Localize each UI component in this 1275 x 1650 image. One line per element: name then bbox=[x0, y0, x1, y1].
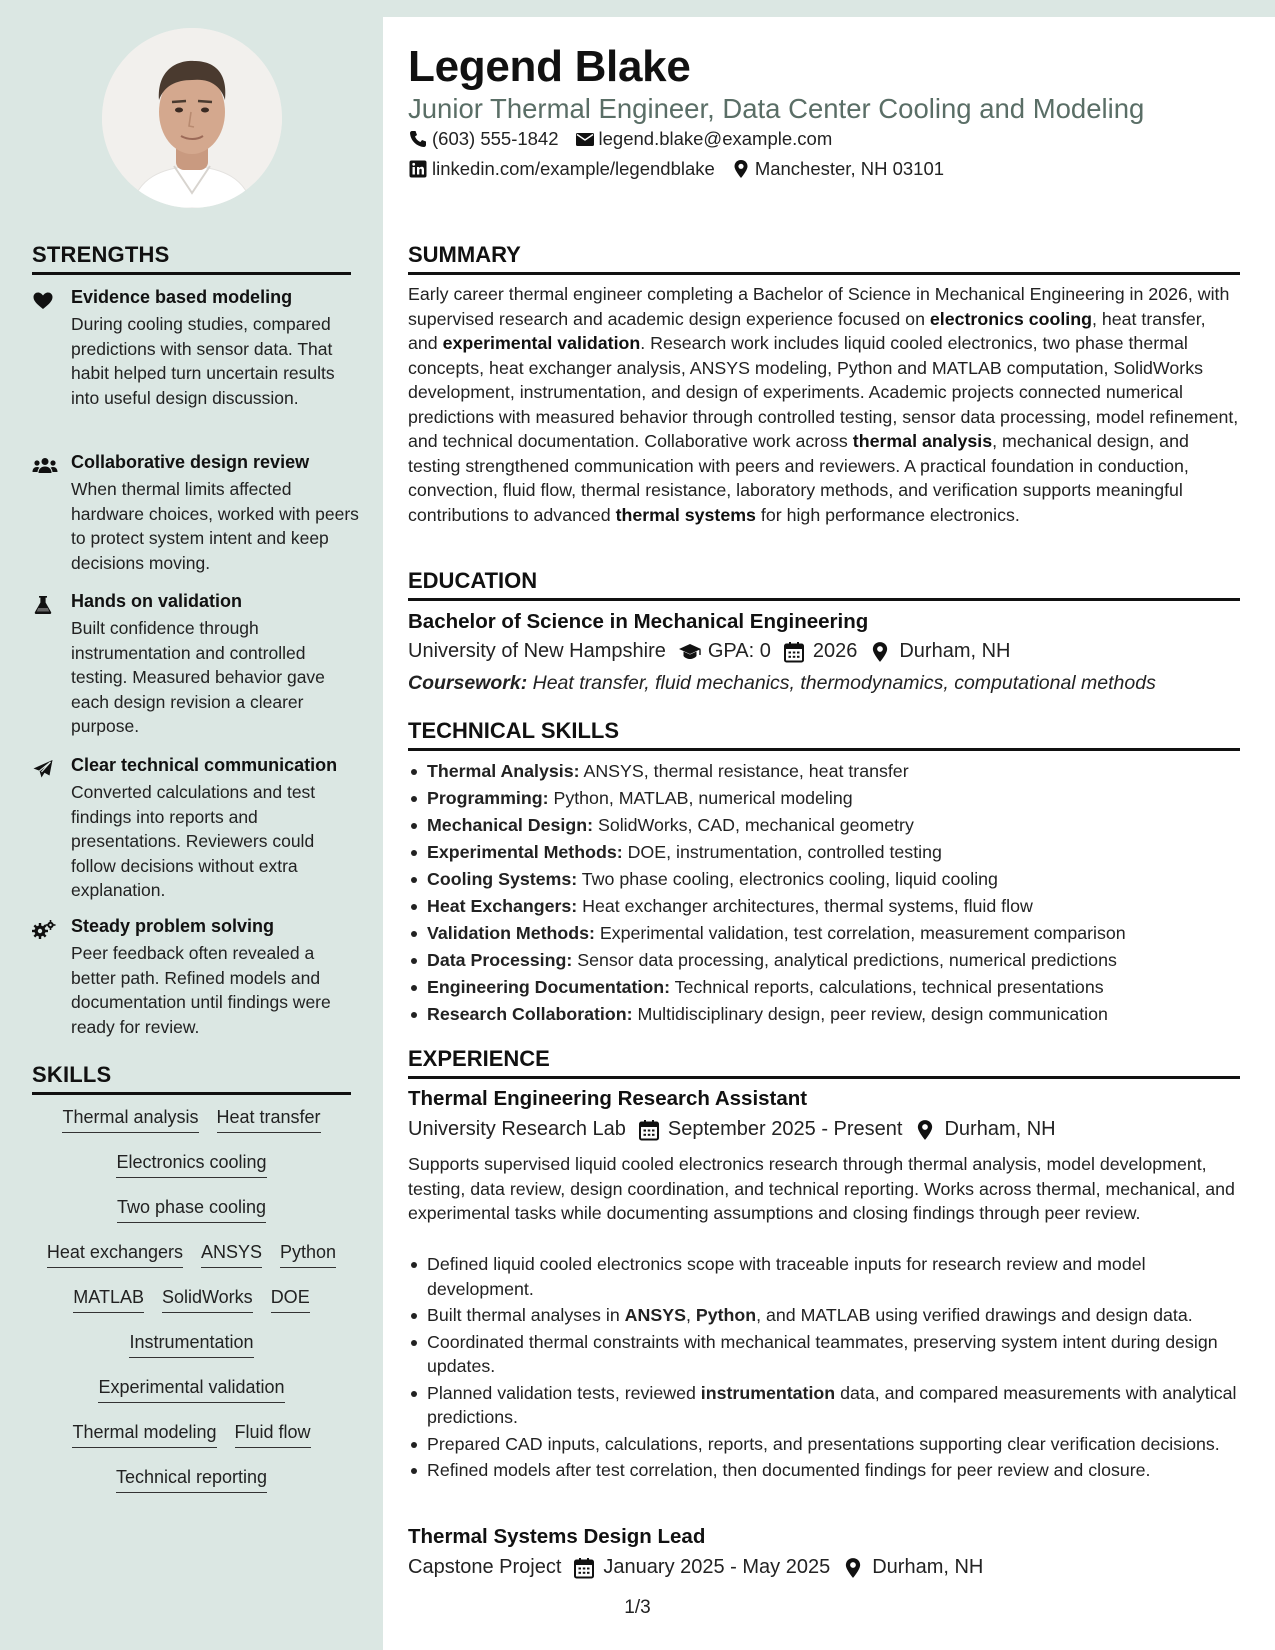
job-title: Thermal Systems Design Lead bbox=[408, 1525, 706, 1548]
technical-skills-heading: TECHNICAL SKILLS bbox=[408, 718, 1240, 751]
strengths-heading: STRENGTHS bbox=[32, 242, 351, 275]
experience-heading: EXPERIENCE bbox=[408, 1046, 1240, 1079]
skill-row bbox=[32, 1106, 351, 1151]
envelope-icon bbox=[575, 129, 595, 149]
skill-chip: Electronics cooling bbox=[116, 1151, 266, 1178]
heart-icon bbox=[32, 291, 58, 311]
text-run: , bbox=[685, 1305, 696, 1325]
technical-skill-item bbox=[408, 1002, 1240, 1027]
graduation-cap-icon bbox=[678, 641, 700, 663]
calendar-icon bbox=[573, 1557, 595, 1579]
skill-row bbox=[32, 1196, 351, 1241]
bold-text: ANSYS bbox=[624, 1305, 686, 1325]
skill-category: Programming: bbox=[427, 788, 549, 808]
job-meta bbox=[408, 1118, 1056, 1141]
skills-list bbox=[32, 1106, 351, 1511]
skill-values: Two phase cooling, electronics cooling, liquid cooling bbox=[577, 869, 998, 889]
strength-title: Clear technical communication bbox=[71, 755, 338, 775]
skill-values: DOE, instrumentation, controlled testing bbox=[622, 842, 942, 862]
job-bullet bbox=[408, 1458, 1240, 1483]
skill-chip: Fluid flow bbox=[235, 1421, 311, 1448]
skill-category: Research Collaboration: bbox=[427, 1004, 633, 1024]
strength-title: Collaborative design review bbox=[71, 452, 310, 472]
text-run: Built thermal analyses in bbox=[427, 1305, 625, 1325]
skill-category: Thermal Analysis: bbox=[427, 761, 580, 781]
text-run: , heat transfer, and bbox=[408, 308, 1206, 353]
skill-values: Multidisciplinary design, peer review, design communication bbox=[632, 1004, 1108, 1024]
graduation-year: 2026 bbox=[812, 640, 858, 662]
skill-row bbox=[32, 1421, 351, 1466]
bold-text: instrumentation bbox=[700, 1382, 836, 1403]
skill-category: Engineering Documentation: bbox=[427, 977, 671, 997]
skill-category: Heat Exchangers: bbox=[427, 896, 578, 916]
text-run: Defined liquid cooled electronics scope with traceable inputs for research review and model development. bbox=[427, 1254, 1146, 1299]
skill-category: Data Processing: bbox=[427, 950, 573, 970]
skill-chip: Experimental validation bbox=[98, 1376, 284, 1403]
top-band bbox=[0, 0, 1275, 17]
text-run: data, and compared measurements with analytical predictions. bbox=[427, 1382, 1237, 1427]
technical-skills-list bbox=[408, 759, 1240, 1029]
calendar-icon bbox=[783, 641, 805, 663]
skill-row bbox=[32, 1376, 351, 1421]
skill-row bbox=[32, 1466, 351, 1511]
map-pin-icon bbox=[869, 641, 891, 663]
gears-icon bbox=[32, 920, 58, 940]
strength-text: When thermal limits affected hardware choices, worked with peers to protect system intent and keep decisions moving. bbox=[71, 479, 359, 573]
strength-text: During cooling studies, compared predictions with sensor data. That habit helped turn uncertain results into useful design discussion. bbox=[71, 314, 335, 408]
school-name: University of New Hampshire bbox=[408, 640, 666, 662]
strength-title: Hands on validation bbox=[71, 591, 243, 611]
education-location: Durham, NH bbox=[899, 640, 1011, 662]
job-org: Capstone Project bbox=[408, 1556, 562, 1578]
skill-row bbox=[32, 1241, 351, 1286]
education-heading: EDUCATION bbox=[408, 568, 1240, 601]
map-pin-icon bbox=[914, 1119, 936, 1141]
degree-title: Bachelor of Science in Mechanical Engineering bbox=[408, 610, 869, 633]
page-number: 1/3 bbox=[624, 1597, 651, 1618]
candidate-name: Legend Blake bbox=[408, 42, 691, 91]
skill-row bbox=[32, 1331, 351, 1376]
skills-heading: SKILLS bbox=[32, 1062, 351, 1095]
skill-values: Experimental validation, test correlation, measurement comparison bbox=[594, 923, 1126, 943]
job-bullets bbox=[408, 1252, 1240, 1485]
email-link[interactable]: legend.blake@example.com bbox=[598, 128, 833, 149]
profile-photo bbox=[102, 28, 282, 208]
text-run: Planned validation tests, reviewed bbox=[427, 1382, 701, 1403]
contact-row-1 bbox=[408, 128, 832, 150]
paper-plane-icon bbox=[32, 759, 58, 779]
summary-text bbox=[408, 282, 1240, 527]
bold-text: thermal systems bbox=[615, 504, 756, 525]
technical-skill-item bbox=[408, 759, 1240, 784]
skill-values: Sensor data processing, analytical predictions, numerical predictions bbox=[572, 950, 1117, 970]
technical-skill-item bbox=[408, 948, 1240, 973]
phone-number[interactable]: (603) 555-1842 bbox=[432, 128, 559, 149]
skill-chip: Heat exchangers bbox=[47, 1241, 183, 1268]
phone-icon bbox=[408, 129, 428, 149]
skill-chip: Python bbox=[280, 1241, 336, 1268]
skill-category: Experimental Methods: bbox=[427, 842, 623, 862]
technical-skill-item bbox=[408, 867, 1240, 892]
technical-skill-item bbox=[408, 894, 1240, 919]
text-run: . Research work includes liquid cooled electronics, two phase thermal concepts, heat exchanger analysis, ANSYS modeling, Python and MATLAB computation, SolidWorks development, instrumentation, and design of experiments. Academic projects connected numerical predictions with measured behavior through controlled testing, sensor data processing, model refinement, and technical documentation. Collaborative work across bbox=[408, 333, 1239, 451]
job-dates: January 2025 - May 2025 bbox=[603, 1556, 831, 1578]
skill-chip: Heat transfer bbox=[217, 1106, 321, 1133]
skill-chip: SolidWorks bbox=[162, 1286, 253, 1313]
linkedin-link[interactable]: linkedin.com/example/legendblake bbox=[432, 158, 715, 179]
contact-row-2 bbox=[408, 158, 944, 180]
text-run: Coordinated thermal constraints with mechanical teammates, preserving system intent during design updates. bbox=[427, 1331, 1218, 1376]
job-bullet bbox=[408, 1252, 1240, 1301]
skill-chip: Thermal modeling bbox=[72, 1421, 216, 1448]
technical-skill-item bbox=[408, 786, 1240, 811]
skill-values: ANSYS, thermal resistance, heat transfer bbox=[579, 761, 909, 781]
technical-skill-item bbox=[408, 921, 1240, 946]
skill-row bbox=[32, 1286, 351, 1331]
text-run: Early career thermal engineer completing a Bachelor of Science in Mechanical Engineering in 2026, with supervised research and academic design experience focused on bbox=[408, 284, 1230, 329]
candidate-role: Junior Thermal Engineer, Data Center Cooling and Modeling bbox=[408, 93, 1145, 124]
text-run: for high performance electronics. bbox=[755, 504, 1020, 525]
job-title: Thermal Engineering Research Assistant bbox=[408, 1087, 808, 1110]
coursework-text: Heat transfer, fluid mechanics, thermodynamics, computational methods bbox=[532, 672, 1156, 694]
flask-icon bbox=[32, 595, 58, 615]
bold-text: experimental validation bbox=[442, 333, 641, 353]
job-description: Supports supervised liquid cooled electronics research through thermal analysis, model development, testing, data review, design coordination, and technical reporting. Works across thermal, mechanical, and experimental tasks while documenting assumptions and closing findings through peer review. bbox=[408, 1154, 1235, 1223]
skill-chip: DOE bbox=[271, 1286, 310, 1313]
location-text: Manchester, NH 03101 bbox=[754, 158, 945, 179]
skill-chip: Technical reporting bbox=[116, 1466, 267, 1493]
education-meta bbox=[408, 640, 1011, 663]
map-pin-icon bbox=[842, 1557, 864, 1579]
job-dates: September 2025 - Present bbox=[667, 1118, 903, 1140]
skill-chip: Thermal analysis bbox=[62, 1106, 198, 1133]
technical-skill-item bbox=[408, 813, 1240, 838]
job-bullet bbox=[408, 1330, 1240, 1379]
skill-chip: MATLAB bbox=[73, 1286, 144, 1313]
skill-category: Mechanical Design: bbox=[427, 815, 594, 835]
text-run: Refined models after test correlation, then documented findings for peer review and closure. bbox=[427, 1460, 1151, 1480]
job-location: Durham, NH bbox=[944, 1118, 1056, 1140]
technical-skill-item bbox=[408, 975, 1240, 1000]
job-bullet bbox=[408, 1381, 1240, 1430]
strength-text: Peer feedback often revealed a better path. Refined models and documentation until findings were ready for review. bbox=[71, 943, 331, 1037]
map-pin-icon bbox=[731, 159, 751, 179]
users-icon bbox=[32, 456, 58, 476]
strength-text: Built confidence through instrumentation and controlled testing. Measured behavior gave each design revision a clearer purpose. bbox=[71, 618, 325, 736]
linkedin-icon bbox=[408, 159, 428, 179]
gpa-text: GPA: 0 bbox=[707, 640, 771, 662]
strength-title: Evidence based modeling bbox=[71, 287, 293, 307]
strength-text: Converted calculations and test findings into reports and presentations. Reviewers could follow decisions without extra explanation. bbox=[71, 782, 316, 900]
bold-text: thermal analysis bbox=[852, 431, 993, 451]
skill-category: Cooling Systems: bbox=[427, 869, 578, 889]
skill-chip: Instrumentation bbox=[129, 1331, 253, 1358]
technical-skill-item bbox=[408, 840, 1240, 865]
bold-text: electronics cooling bbox=[929, 308, 1092, 329]
skill-row bbox=[32, 1151, 351, 1196]
job-bullet bbox=[408, 1303, 1240, 1328]
skill-values: Heat exchanger architectures, thermal systems, fluid flow bbox=[577, 896, 1033, 916]
bold-text: Python bbox=[695, 1305, 757, 1325]
skill-values: Technical reports, calculations, technical presentations bbox=[670, 977, 1104, 997]
skill-chip: ANSYS bbox=[201, 1241, 262, 1268]
text-run: , and MATLAB using verified drawings and design data. bbox=[756, 1305, 1193, 1325]
job-location: Durham, NH bbox=[872, 1556, 984, 1578]
text-run: , mechanical design, and testing strengthened communication with peers and reviewers. A practical foundation in conduction, convection, fluid flow, thermal resistance, laboratory methods, and verification supports meaningful contributions to advanced bbox=[408, 431, 1189, 525]
skill-chip: Two phase cooling bbox=[117, 1196, 266, 1223]
calendar-icon bbox=[638, 1119, 660, 1141]
skill-values: SolidWorks, CAD, mechanical geometry bbox=[593, 815, 914, 835]
job-bullet bbox=[408, 1432, 1240, 1457]
text-run: Prepared CAD inputs, calculations, reports, and presentations supporting clear verification decisions. bbox=[427, 1433, 1220, 1454]
coursework-line bbox=[408, 672, 1156, 695]
job-meta bbox=[408, 1556, 983, 1579]
skill-category: Validation Methods: bbox=[427, 923, 595, 943]
summary-heading: SUMMARY bbox=[408, 242, 1240, 275]
job-org: University Research Lab bbox=[408, 1118, 626, 1140]
strength-title: Steady problem solving bbox=[71, 916, 275, 936]
coursework-label: Coursework: bbox=[408, 672, 528, 694]
skill-values: Python, MATLAB, numerical modeling bbox=[548, 788, 853, 808]
